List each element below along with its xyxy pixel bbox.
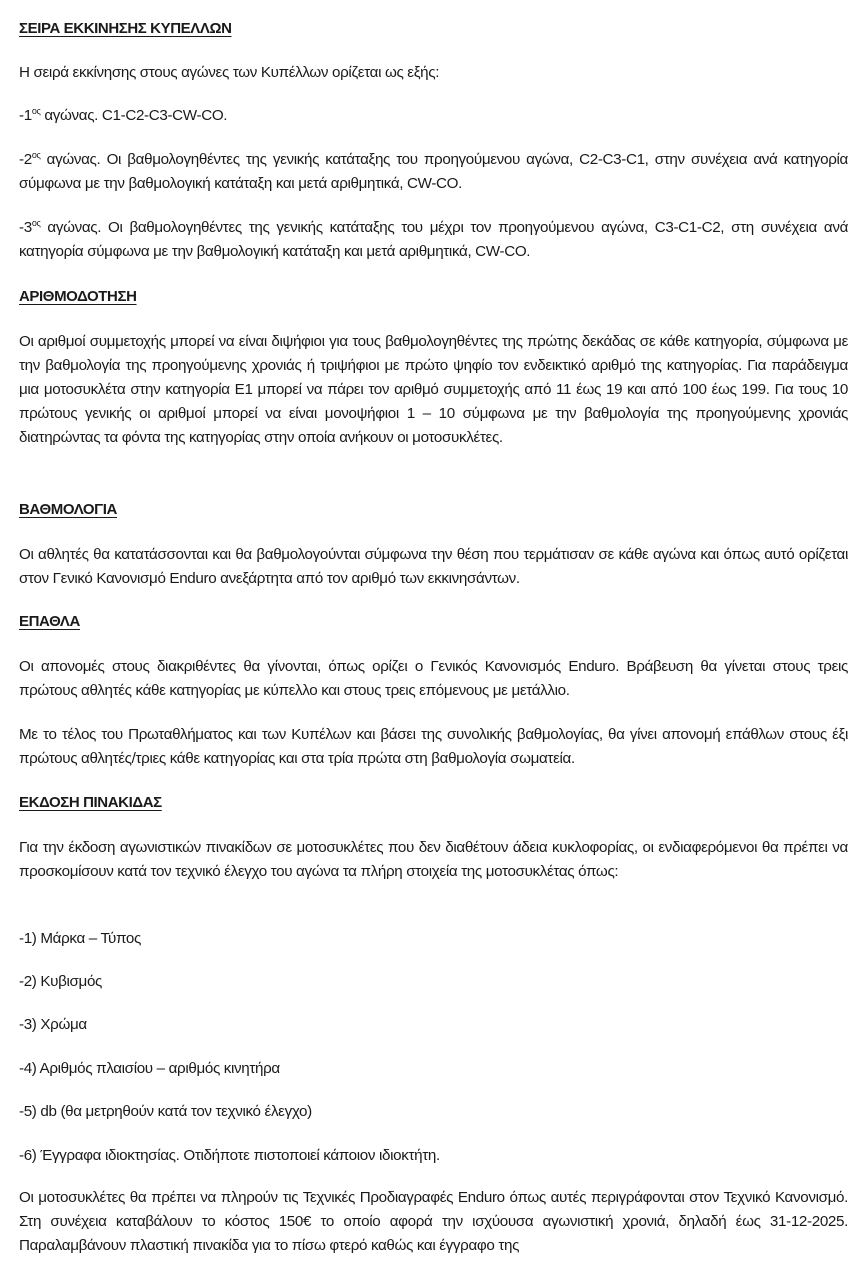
race-2-number: -2 xyxy=(19,151,32,168)
plate-item-6: -6) Έγγραφα ιδιοκτησίας. Οτιδήποτε πιστοποιεί κάποιον ιδιοκτήτη. xyxy=(19,1147,440,1164)
plate-intro-paragraph: Για την έκδοση αγωνιστικών πινακίδων σε μοτοσυκλέτες που δεν διαθέτουν άδεια κυκλοφορίας, οι ενδιαφερόμενοι θα πρέπει να προσκομίσουν κατά τον τεχνικό έλεγχο του αγώνα τα πλήρη στοιχεία της μοτοσυκλέτας όπως: xyxy=(19,839,848,880)
race-1-line xyxy=(19,107,227,124)
prizes-paragraph-1: Οι απονομές στους διακριθέντες θα γίνονται, όπως ορίζει ο Γενικός Κανονισμός Enduro. Βράβευση θα γίνεται στους τρεις πρώτους αθλητές κάθε κατηγορίας με κύπελλο και στους τρεις επόμενους με μετάλλιο. xyxy=(19,658,848,699)
prizes-paragraph-2: Με το τέλος του Πρωταθλήματος και των Κυπέλων και βάσει της συνολικής βαθμολογίας, θα γίνει απονομή επάθλων στους έξι πρώτους αθλητές/τριες κάθε κατηγορίας και στα τρία πρώτα στη βαθμολογία σωματεία. xyxy=(19,726,848,767)
race-3-text: αγώνας. Οι βαθμολογηθέντες της γενικής κατάταξης του μέχρι τον προηγούμενου αγώνα, C3-C1-C2, στη συνέχεια ανά κατηγορία σύμφωνα με την βαθμολογική κατάταξη και μετά αριθμητικά, CW-CO. xyxy=(19,219,848,260)
numbering-paragraph: Οι αριθμοί συμμετοχής μπορεί να είναι διψήφιοι για τους βαθμολογηθέντες της πρώτης δεκάδας σε κάθε κατηγορία, σύμφωνα με την βαθμολογία της προηγούμενης χρονιάς ή τριψήφιοι με πρώτο ψηφίο τον ενδεικτικό αριθμό της κατηγορίας. Για παράδειγμα μια μοτοσυκλέτα στην κατηγορία Ε1 μπορεί να πάρει τον αριθμό συμμετοχής από 11 έως 19 και από 100 έως 199. Για τους 10 πρώτους γενικής οι αριθμοί μπορεί να είναι μονοψήφιοι 1 – 10 σύμφωνα με την βαθμολογία της προηγούμενης χρονιάς διατηρώντας τα φόντα της κατηγορίας στην οποία ανήκουν οι μοτοσυκλέτες. xyxy=(19,333,848,446)
plate-item-2: -2) Κυβισμός xyxy=(19,973,103,990)
plate-item-3: -3) Χρώμα xyxy=(19,1016,87,1033)
plate-item-5: -5) db (θα μετρηθούν κατά τον τεχνικό έλεγχο) xyxy=(19,1103,312,1120)
heading-scoring: ΒΑΘΜΟΛΟΓΙΑ xyxy=(19,501,117,518)
race-2-paragraph xyxy=(19,148,848,196)
race-1-ordinal: ος xyxy=(31,106,41,116)
heading-numbering: ΑΡΙΘΜΟΔΟΤΗΣΗ xyxy=(19,288,137,305)
race-3-ordinal: ος xyxy=(31,218,41,228)
heading-prizes: ΕΠΑΘΛΑ xyxy=(19,613,80,630)
scoring-paragraph: Οι αθλητές θα κατατάσσονται και θα βαθμολογούνται σύμφωνα την θέση που τερμάτισαν σε κάθε αγώνα και όπως αυτό ορίζεται στον Γενικό Κανονισμό Enduro ανεξάρτητα από τον αριθμό των εκκινησάντων. xyxy=(19,546,848,587)
race-2-ordinal: ος xyxy=(31,150,41,160)
cup-order-intro: Η σειρά εκκίνησης στους αγώνες των Κυπέλλων ορίζεται ως εξής: xyxy=(19,64,440,81)
heading-plate-issuance: ΕΚΔΟΣΗ ΠΙΝΑΚΙΔΑΣ xyxy=(19,794,162,811)
race-1-text: αγώνας. C1-C2-C3-CW-CO. xyxy=(40,107,228,124)
heading-cup-start-order: ΣΕΙΡΑ ΕΚΚΙΝΗΣΗΣ ΚΥΠΕΛΛΩΝ xyxy=(19,20,232,37)
race-3-paragraph xyxy=(19,216,848,264)
plate-item-1: -1) Μάρκα – Τύπος xyxy=(19,930,141,947)
race-3-number: -3 xyxy=(19,219,32,236)
race-2-text: αγώνας. Οι βαθμολογηθέντες της γενικής κατάταξης του προηγούμενου αγώνα, C2-C3-C1, στην συνέχεια ανά κατηγορία σύμφωνα με την βαθμολογική κατάταξη και μετά αριθμητικά, CW-CO. xyxy=(19,151,848,192)
plate-item-4: -4) Αριθμός πλαισίου – αριθμός κινητήρα xyxy=(19,1060,280,1077)
race-1-number: -1 xyxy=(19,107,32,124)
plate-closing-paragraph: Οι μοτοσυκλέτες θα πρέπει να πληρούν τις Τεχνικές Προδιαγραφές Enduro όπως αυτές περιγράφονται στον Τεχνικό Κανονισμό. Στη συνέχεια καταβάλουν το κόστος 150€ το οποίο αφορά την ισχύουσα αγωνιστική χρονιά, δηλαδή έως 31-12-2025. Παραλαμβάνουν πλαστική πινακίδα για το πίσω φτερό καθώς και έγγραφο της xyxy=(19,1189,848,1254)
